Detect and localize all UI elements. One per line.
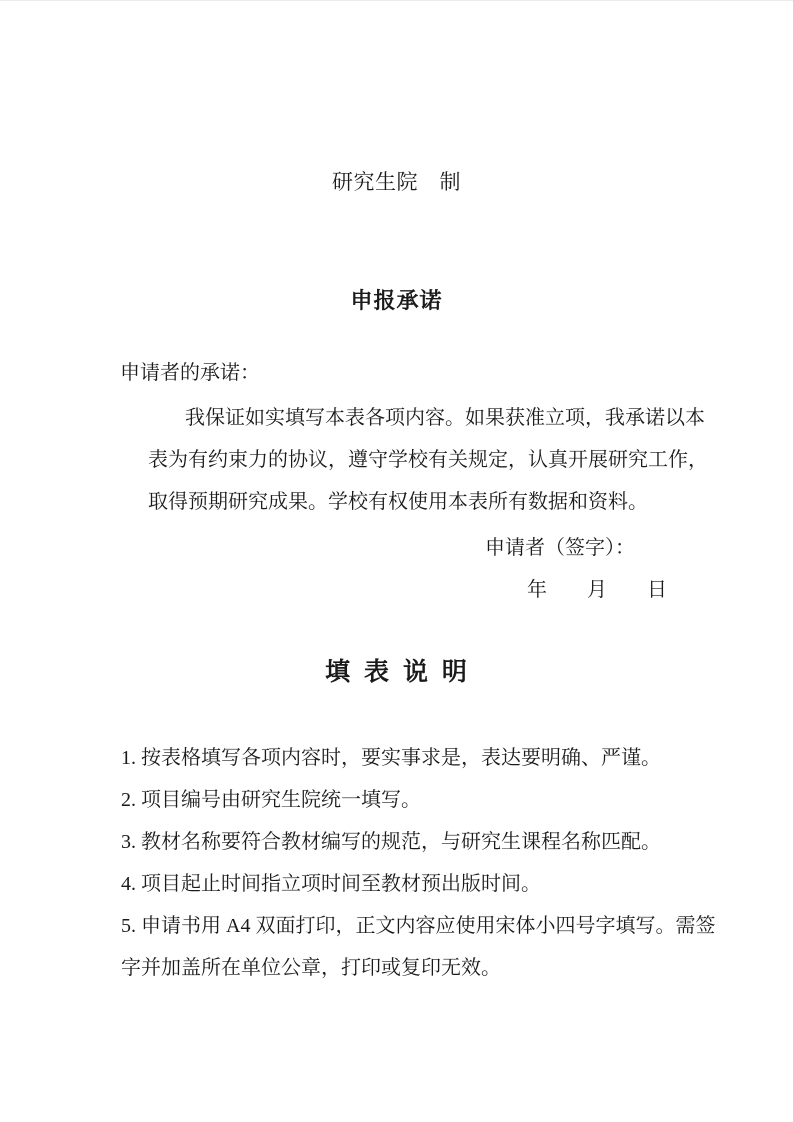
commitment-label: 申请者的承诺： <box>120 362 260 384</box>
instruction-item-5-line-2: 字并加盖所在单位公章，打印或复印无效。 <box>121 957 501 979</box>
instructions-list <box>121 737 716 989</box>
instruction-item-1: 1. 按表格填写各项内容时，要实事求是，表达要明确、严谨。 <box>121 747 661 769</box>
commitment-paragraph-line: 表为有约束力的协议，遵守学校有关规定，认真开展研究工作， <box>148 449 708 471</box>
declaration-title: 申报承诺 <box>350 288 443 313</box>
commitment-paragraph <box>148 397 708 523</box>
instruction-item-5-line-1: 5. 申请书用 A4 双面打印，正文内容应使用宋体小四号字填写。需签 <box>121 915 716 937</box>
commitment-paragraph-line: 我保证如实填写本表各项内容。如果获准立项，我承诺以本 <box>185 407 705 429</box>
page-top-edge <box>0 0 793 1</box>
instructions-title: 填 表 说 明 <box>325 658 468 686</box>
date-line: 年 月 日 <box>527 579 667 601</box>
instruction-item-4: 4. 项目起止时间指立项时间至教材预出版时间。 <box>121 873 541 895</box>
maker-line: 研究生院 制 <box>332 170 461 194</box>
commitment-paragraph-line: 取得预期研究成果。学校有权使用本表所有数据和资料。 <box>148 491 648 513</box>
instruction-item-2: 2. 项目编号由研究生院统一填写。 <box>121 789 421 811</box>
instruction-item-3: 3. 教材名称要符合教材编写的规范，与研究生课程名称匹配。 <box>121 831 661 853</box>
signature-label: 申请者（签字）： <box>485 537 635 559</box>
